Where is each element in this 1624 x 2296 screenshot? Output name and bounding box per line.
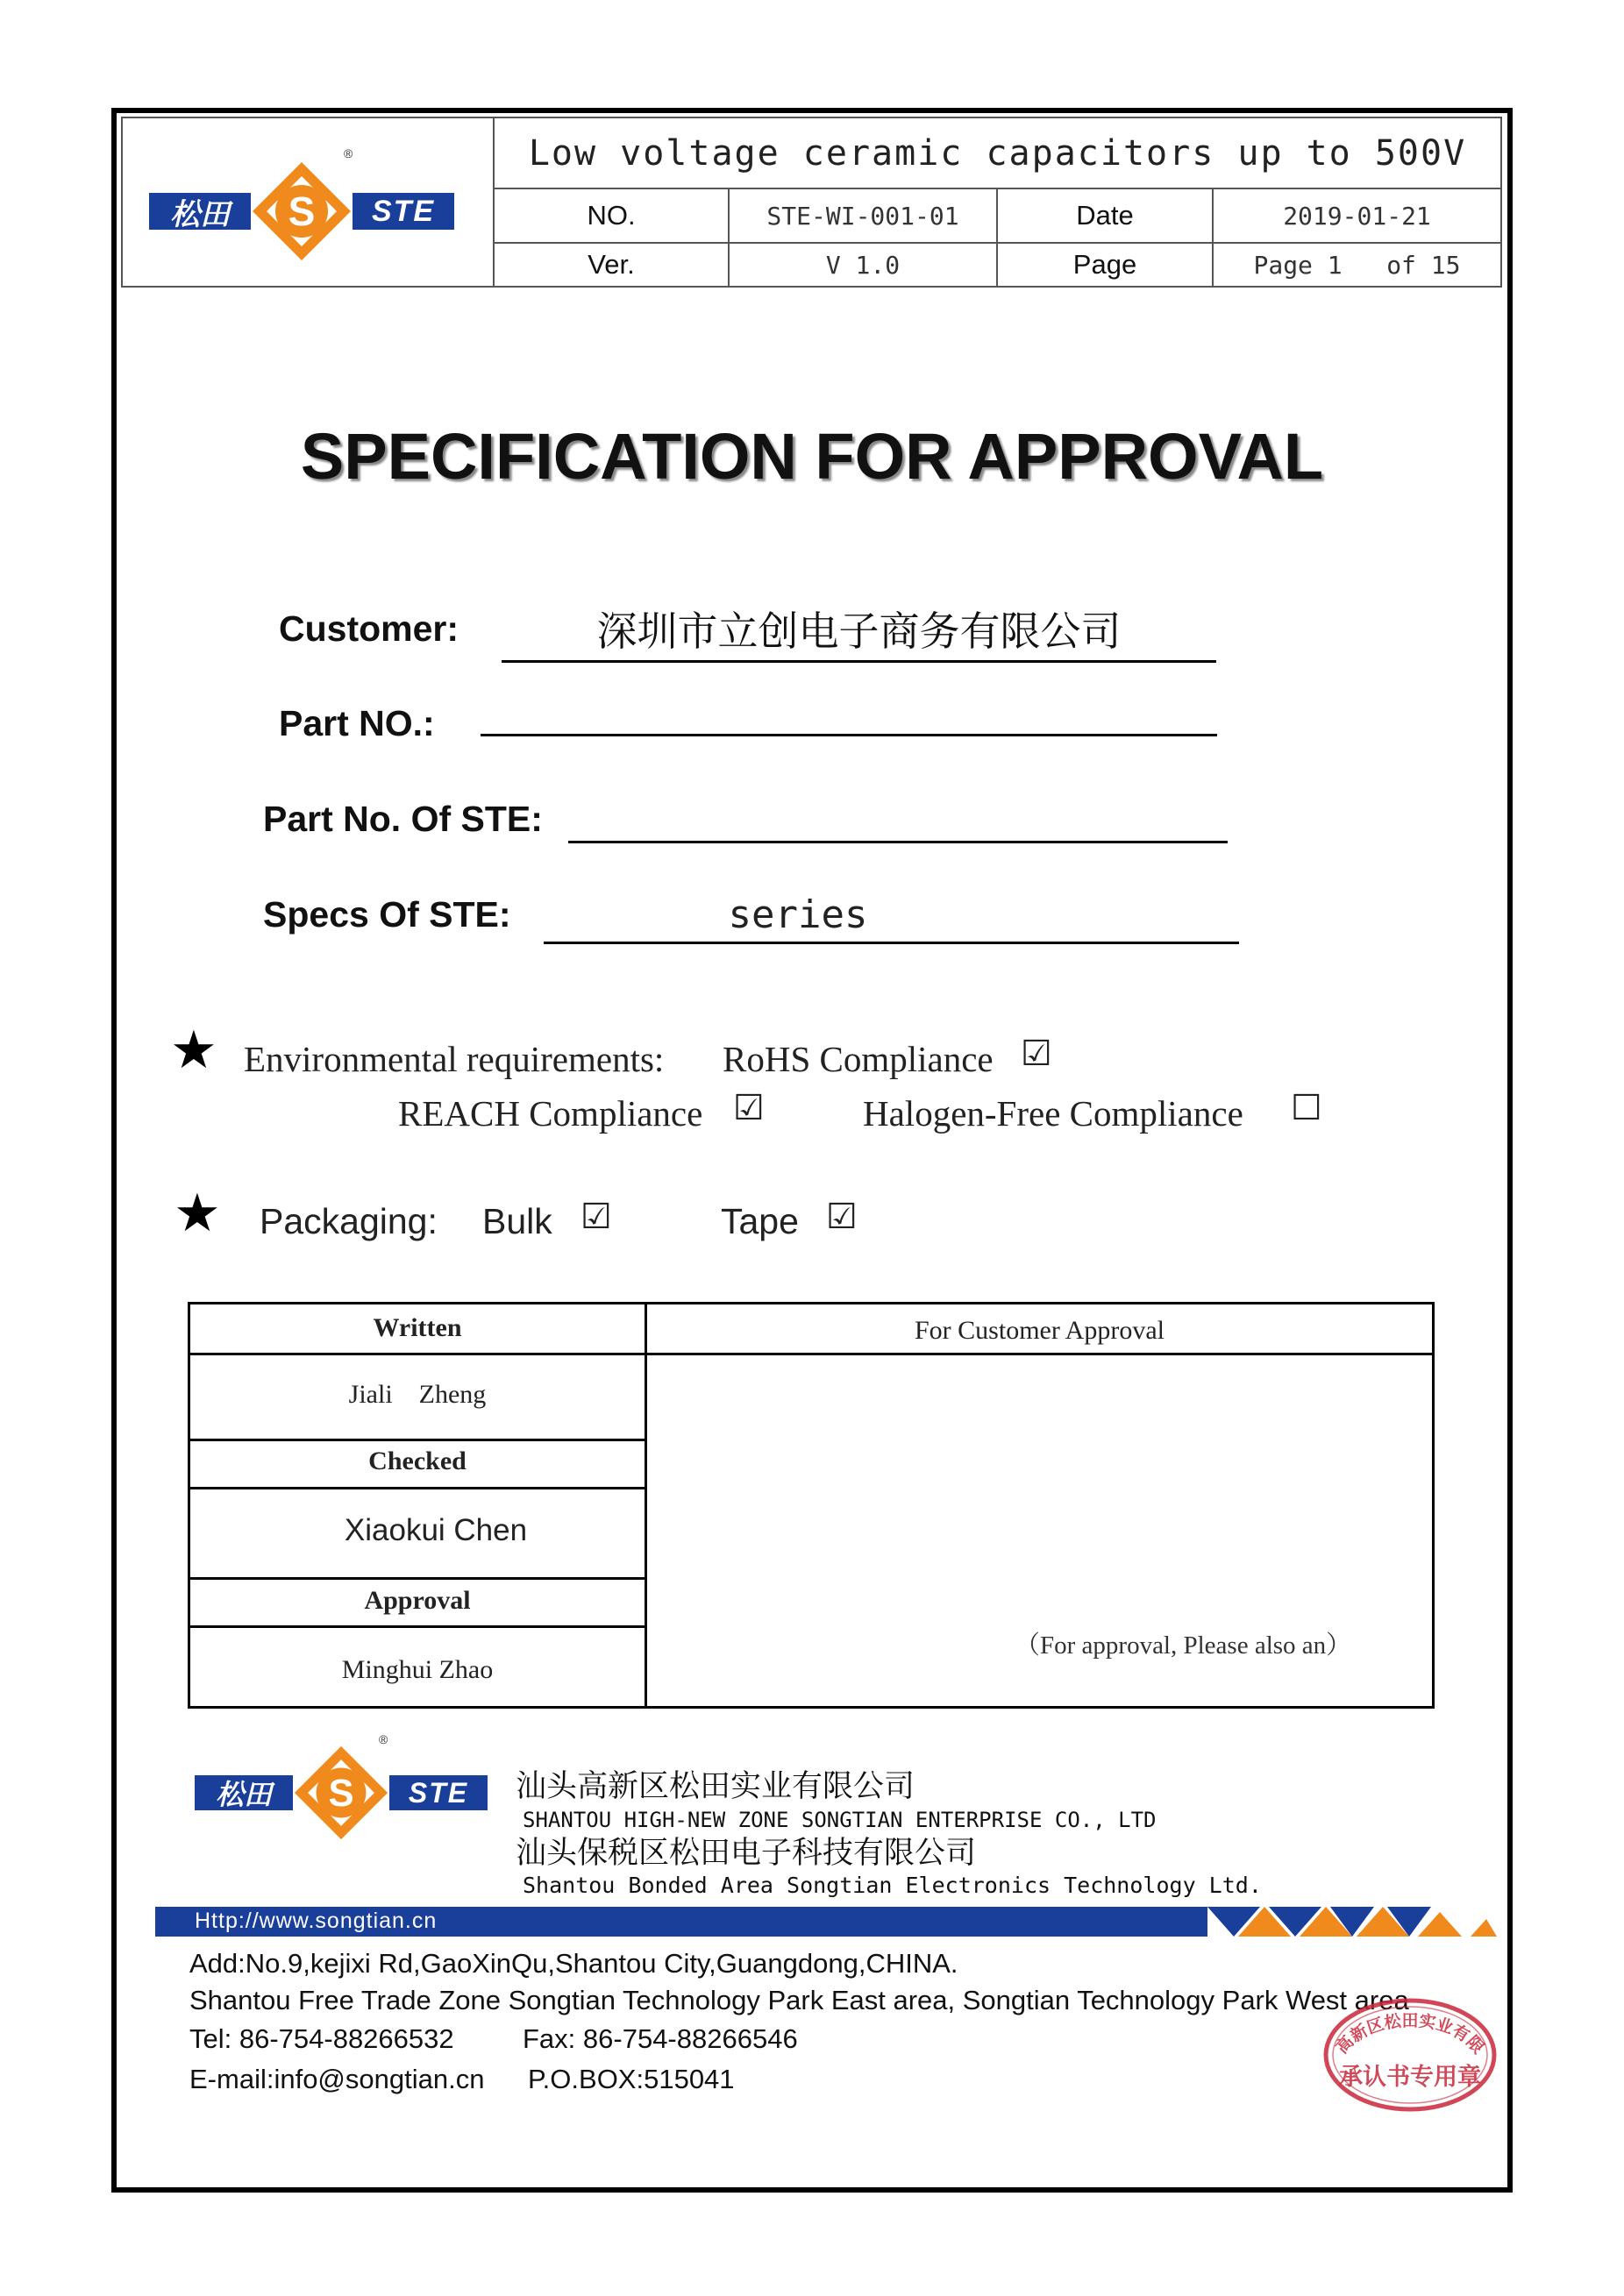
star-icon: ★: [174, 1183, 221, 1244]
part-no-label: Part NO.:: [279, 703, 435, 743]
table-line: [190, 1625, 645, 1628]
halogen-free-label: Halogen-Free Compliance: [863, 1093, 1243, 1134]
email-address: E-mail:info@songtian.cn: [189, 2064, 485, 2094]
page-value-cell: [1214, 244, 1500, 286]
checked-name: Xiaokui Chen: [344, 1513, 528, 1547]
specs-underline: [544, 942, 1239, 944]
part-no-underline: [481, 734, 1217, 736]
ver-value-cell: [730, 244, 998, 286]
approval-table: [188, 1302, 1435, 1709]
ver-label-cell: [495, 244, 730, 286]
checked-label: Checked: [368, 1447, 467, 1475]
company-logo: [149, 146, 454, 262]
page-label: Page: [1072, 249, 1137, 280]
customer-underline: [502, 660, 1216, 663]
customer-value: 深圳市立创电子商务有限公司: [596, 608, 1122, 655]
footer-logo-cn-text: 松田: [195, 1775, 293, 1810]
banner-triangles-decoration: [1207, 1907, 1497, 1937]
seal-text-bottom: 承认书专用章: [1339, 2064, 1481, 2091]
specs-value: series: [728, 892, 868, 937]
star-icon: ★: [170, 1020, 217, 1081]
written-name: Jiali Zheng: [348, 1380, 487, 1409]
address-line-1: Add:No.9,kejixi Rd,GaoXinQu,Shantou City,Guangdong,CHINA.: [189, 1948, 958, 1979]
date-label-cell: [998, 189, 1214, 244]
company-name-cn-1: 汕头高新区松田实业有限公司: [516, 1769, 915, 1804]
date-value: 2019-01-21: [1283, 201, 1431, 231]
date-value-cell: [1214, 189, 1500, 244]
no-value-cell: [730, 189, 998, 244]
company-name-en-1: SHANTOU HIGH-NEW ZONE SONGTIAN ENTERPRISE CO., LTD: [523, 1808, 1157, 1832]
footer-logo-s-emblem-icon: [293, 1745, 389, 1841]
page-value: Page 1 of 15: [1253, 250, 1461, 280]
header-logo-cell: [123, 118, 495, 286]
document-title: Low voltage ceramic capacitors up to 500V: [495, 118, 1500, 189]
env-requirements-label: Environmental requirements:: [244, 1039, 665, 1079]
company-seal-stamp: [1322, 1997, 1498, 2113]
approval-name: Minghui Zhao: [341, 1655, 494, 1684]
part-no-ste-underline: [568, 841, 1228, 843]
customer-label: Customer:: [279, 608, 459, 649]
no-label: NO.: [587, 200, 636, 231]
logo-s-emblem-icon: [251, 160, 353, 262]
website-banner: [155, 1907, 1497, 1937]
no-label-cell: [495, 189, 730, 244]
tape-checkbox[interactable]: ☑: [826, 1197, 858, 1237]
table-line: [190, 1487, 645, 1489]
halogen-free-checkbox[interactable]: ☐: [1291, 1088, 1322, 1128]
svg-text:S: S: [328, 1773, 354, 1816]
company-name-en-2: Shantou Bonded Area Songtian Electronics Technology Ltd.: [523, 1873, 1262, 1898]
written-label: Written: [373, 1313, 462, 1342]
logo-en-text: STE: [353, 193, 454, 230]
bulk-checkbox[interactable]: ☑: [581, 1197, 612, 1237]
specs-label: Specs Of STE:: [263, 894, 511, 935]
page-label-cell: [998, 244, 1214, 286]
ver-value: V 1.0: [825, 250, 901, 280]
company-name-cn-2: 汕头保税区松田电子科技有限公司: [516, 1836, 977, 1871]
po-box: P.O.BOX:515041: [528, 2064, 735, 2094]
tape-label: Tape: [721, 1201, 799, 1241]
packaging-label: Packaging:: [260, 1201, 438, 1241]
address-line-2: Shantou Free Trade Zone Songtian Technology Park East area, Songtian Technology Park West area: [189, 1985, 1409, 2015]
footer-company-logo: [195, 1732, 488, 1841]
approval-label: Approval: [364, 1586, 471, 1615]
footer-registered-mark: ®: [379, 1732, 388, 1746]
customer-approval-label: For Customer Approval: [915, 1316, 1165, 1345]
footer-logo-en-text: STE: [389, 1775, 488, 1810]
part-no-ste-label: Part No. Of STE:: [263, 799, 543, 839]
table-line: [190, 1439, 645, 1441]
table-divider: [645, 1304, 647, 1706]
logo-cn-text: 松田: [149, 193, 251, 230]
reach-checkbox[interactable]: ☑: [733, 1088, 765, 1128]
no-value: STE-WI-001-01: [766, 201, 959, 231]
main-title: SPECIFICATION FOR APPROVAL: [300, 420, 1324, 493]
rohs-checkbox[interactable]: ☑: [1021, 1034, 1052, 1074]
rohs-label: RoHS Compliance: [723, 1039, 994, 1079]
date-label: Date: [1076, 200, 1134, 231]
reach-label: REACH Compliance: [398, 1093, 703, 1134]
website-link[interactable]: Http://www.songtian.cn: [195, 1909, 438, 1933]
registered-mark: ®: [344, 146, 353, 160]
fax-number: Fax: 86-754-88266546: [523, 2023, 798, 2054]
bulk-label: Bulk: [482, 1201, 552, 1241]
table-line: [190, 1577, 645, 1580]
tel-number: Tel: 86-754-88266532: [189, 2023, 454, 2054]
svg-text:S: S: [288, 188, 316, 234]
ver-label: Ver.: [588, 249, 635, 280]
customer-approval-note: （For approval, Please also an）: [1015, 1631, 1352, 1660]
table-header-line: [190, 1353, 1432, 1355]
seal-text-top: 高新区松田实业有限: [1332, 2011, 1488, 2058]
header-table: [121, 117, 1502, 288]
